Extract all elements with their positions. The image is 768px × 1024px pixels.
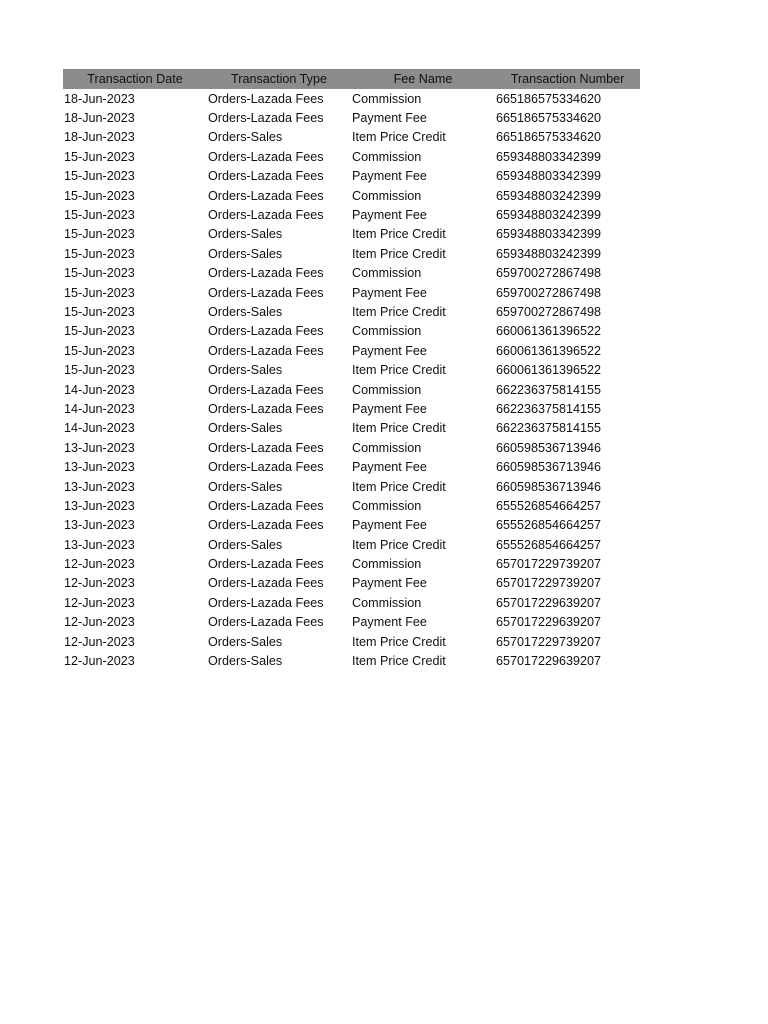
table-row <box>63 535 640 554</box>
transaction-date-cell: 12-Jun-2023 <box>64 576 135 591</box>
fee-name-cell: Commission <box>352 91 422 106</box>
transaction-date-cell: 18-Jun-2023 <box>64 91 135 106</box>
transaction-type-cell: Orders-Lazada Fees <box>208 401 324 416</box>
transaction-date-cell: 15-Jun-2023 <box>64 266 135 281</box>
table-row <box>63 516 640 535</box>
fee-name-cell: Payment Fee <box>352 401 427 416</box>
transaction-number-cell: 662236375814155 <box>496 401 602 416</box>
transaction-type-cell: Orders-Sales <box>208 654 283 669</box>
fee-name-cell: Commission <box>352 266 422 281</box>
transaction-type-cell: Orders-Lazada Fees <box>208 460 324 475</box>
transaction-type-cell: Orders-Sales <box>208 421 283 436</box>
fee-name-cell: Payment Fee <box>352 169 427 184</box>
fee-name-cell: Item Price Credit <box>352 304 446 319</box>
transaction-type-cell: Orders-Lazada Fees <box>208 285 324 300</box>
fee-name-cell: Item Price Credit <box>352 130 446 145</box>
table-row <box>63 302 640 321</box>
transaction-date-cell: 15-Jun-2023 <box>64 304 135 319</box>
table-row <box>63 322 640 341</box>
fee-name-cell: Payment Fee <box>352 460 427 475</box>
transaction-number-cell: 659348803242399 <box>496 188 602 203</box>
transaction-number-cell: 659348803342399 <box>496 169 602 184</box>
transaction-type-cell: Orders-Lazada Fees <box>208 440 324 455</box>
fee-name-cell: Item Price Credit <box>352 421 446 436</box>
transaction-date-cell: 15-Jun-2023 <box>64 246 135 261</box>
table-row <box>63 496 640 515</box>
transaction-date-cell: 15-Jun-2023 <box>64 188 135 203</box>
transaction-number-cell: 660598536713946 <box>496 479 602 494</box>
transaction-number-cell: 665186575334620 <box>496 91 602 106</box>
transaction-type-cell: Orders-Lazada Fees <box>208 595 324 610</box>
transaction-date-cell: 13-Jun-2023 <box>64 537 135 552</box>
transaction-number-cell: 662236375814155 <box>496 382 602 397</box>
table-row <box>63 380 640 399</box>
header-transaction-date: Transaction Date <box>87 72 183 86</box>
transaction-type-cell: Orders-Sales <box>208 537 283 552</box>
transaction-number-cell: 657017229739207 <box>496 634 602 649</box>
transaction-date-cell: 15-Jun-2023 <box>64 149 135 164</box>
table-row <box>63 167 640 186</box>
table-row <box>63 632 640 651</box>
table-row <box>63 147 640 166</box>
transaction-type-cell: Orders-Lazada Fees <box>208 615 324 630</box>
transaction-type-cell: Orders-Lazada Fees <box>208 518 324 533</box>
fee-name-cell: Item Price Credit <box>352 363 446 378</box>
fee-name-cell: Commission <box>352 595 422 610</box>
transaction-number-cell: 665186575334620 <box>496 111 602 126</box>
transaction-type-cell: Orders-Sales <box>208 227 283 242</box>
transaction-number-cell: 657017229739207 <box>496 557 602 572</box>
table-row <box>63 225 640 244</box>
table-row <box>63 128 640 147</box>
table-row <box>63 554 640 573</box>
transaction-type-cell: Orders-Lazada Fees <box>208 188 324 203</box>
table-row <box>63 360 640 379</box>
transaction-type-cell: Orders-Lazada Fees <box>208 266 324 281</box>
transaction-date-cell: 15-Jun-2023 <box>64 169 135 184</box>
table-row <box>63 651 640 670</box>
table-row <box>63 205 640 224</box>
table-row <box>63 419 640 438</box>
transaction-date-cell: 13-Jun-2023 <box>64 518 135 533</box>
transaction-number-cell: 662236375814155 <box>496 421 602 436</box>
fee-name-cell: Item Price Credit <box>352 246 446 261</box>
transaction-type-cell: Orders-Sales <box>208 634 283 649</box>
table-body <box>63 89 640 671</box>
transaction-date-cell: 12-Jun-2023 <box>64 615 135 630</box>
transaction-date-cell: 15-Jun-2023 <box>64 324 135 339</box>
table-row <box>63 89 640 108</box>
transaction-date-cell: 14-Jun-2023 <box>64 421 135 436</box>
transaction-number-cell: 660598536713946 <box>496 460 602 475</box>
fee-name-cell: Payment Fee <box>352 343 427 358</box>
transaction-type-cell: Orders-Sales <box>208 479 283 494</box>
transaction-type-cell: Orders-Sales <box>208 130 283 145</box>
fee-name-cell: Commission <box>352 188 422 203</box>
fee-name-cell: Payment Fee <box>352 518 427 533</box>
transaction-type-cell: Orders-Lazada Fees <box>208 324 324 339</box>
transaction-number-cell: 657017229639207 <box>496 615 602 630</box>
transaction-type-cell: Orders-Lazada Fees <box>208 169 324 184</box>
transaction-number-cell: 655526854664257 <box>496 498 602 513</box>
transaction-date-cell: 15-Jun-2023 <box>64 285 135 300</box>
table-row <box>63 613 640 632</box>
transaction-number-cell: 659348803242399 <box>496 246 602 261</box>
transaction-number-cell: 655526854664257 <box>496 537 602 552</box>
transaction-date-cell: 12-Jun-2023 <box>64 595 135 610</box>
transaction-date-cell: 14-Jun-2023 <box>64 382 135 397</box>
transaction-type-cell: Orders-Lazada Fees <box>208 576 324 591</box>
transaction-type-cell: Orders-Lazada Fees <box>208 498 324 513</box>
transaction-date-cell: 15-Jun-2023 <box>64 343 135 358</box>
transaction-date-cell: 13-Jun-2023 <box>64 440 135 455</box>
transaction-number-cell: 659348803242399 <box>496 208 602 223</box>
transaction-number-cell: 657017229639207 <box>496 595 602 610</box>
table-row <box>63 574 640 593</box>
header-transaction-type: Transaction Type <box>231 72 327 86</box>
transaction-type-cell: Orders-Sales <box>208 304 283 319</box>
transaction-number-cell: 657017229639207 <box>496 654 602 669</box>
transaction-number-cell: 659700272867498 <box>496 304 602 319</box>
transaction-date-cell: 15-Jun-2023 <box>64 363 135 378</box>
transaction-date-cell: 18-Jun-2023 <box>64 111 135 126</box>
table-row <box>63 244 640 263</box>
fee-name-cell: Payment Fee <box>352 111 427 126</box>
fee-name-cell: Payment Fee <box>352 285 427 300</box>
transaction-number-cell: 660061361396522 <box>496 343 602 358</box>
table-header-row <box>63 69 640 89</box>
transaction-date-cell: 13-Jun-2023 <box>64 498 135 513</box>
fee-name-cell: Payment Fee <box>352 576 427 591</box>
fee-name-cell: Payment Fee <box>352 208 427 223</box>
table-row <box>63 457 640 476</box>
fee-name-cell: Commission <box>352 324 422 339</box>
fee-name-cell: Item Price Credit <box>352 479 446 494</box>
header-transaction-number: Transaction Number <box>510 72 625 86</box>
transaction-date-cell: 14-Jun-2023 <box>64 401 135 416</box>
table-row <box>63 186 640 205</box>
table-row <box>63 438 640 457</box>
transaction-number-cell: 657017229739207 <box>496 576 602 591</box>
transaction-type-cell: Orders-Lazada Fees <box>208 149 324 164</box>
transaction-number-cell: 660061361396522 <box>496 363 602 378</box>
transaction-date-cell: 12-Jun-2023 <box>64 654 135 669</box>
fee-name-cell: Item Price Credit <box>352 227 446 242</box>
transaction-number-cell: 660598536713946 <box>496 440 602 455</box>
table-row <box>63 477 640 496</box>
transaction-number-cell: 655526854664257 <box>496 518 602 533</box>
transaction-type-cell: Orders-Lazada Fees <box>208 91 324 106</box>
transaction-number-cell: 659348803342399 <box>496 149 602 164</box>
table-row <box>63 264 640 283</box>
fee-name-cell: Commission <box>352 557 422 572</box>
fee-name-cell: Payment Fee <box>352 615 427 630</box>
table-row <box>63 108 640 127</box>
transaction-date-cell: 18-Jun-2023 <box>64 130 135 145</box>
transaction-type-cell: Orders-Lazada Fees <box>208 382 324 397</box>
table-row <box>63 283 640 302</box>
transaction-date-cell: 13-Jun-2023 <box>64 479 135 494</box>
transaction-type-cell: Orders-Sales <box>208 246 283 261</box>
transaction-number-cell: 665186575334620 <box>496 130 602 145</box>
transaction-type-cell: Orders-Lazada Fees <box>208 111 324 126</box>
transaction-date-cell: 15-Jun-2023 <box>64 208 135 223</box>
table-row <box>63 593 640 612</box>
fee-name-cell: Item Price Credit <box>352 537 446 552</box>
transaction-type-cell: Orders-Lazada Fees <box>208 208 324 223</box>
transaction-date-cell: 13-Jun-2023 <box>64 460 135 475</box>
table-row <box>63 399 640 418</box>
fee-name-cell: Commission <box>352 440 422 455</box>
transaction-type-cell: Orders-Sales <box>208 363 283 378</box>
transaction-type-cell: Orders-Lazada Fees <box>208 557 324 572</box>
transaction-date-cell: 12-Jun-2023 <box>64 634 135 649</box>
fee-name-cell: Commission <box>352 498 422 513</box>
transaction-number-cell: 659348803342399 <box>496 227 602 242</box>
transaction-number-cell: 660061361396522 <box>496 324 602 339</box>
transaction-date-cell: 15-Jun-2023 <box>64 227 135 242</box>
transaction-date-cell: 12-Jun-2023 <box>64 557 135 572</box>
transaction-type-cell: Orders-Lazada Fees <box>208 343 324 358</box>
fee-name-cell: Item Price Credit <box>352 634 446 649</box>
transaction-number-cell: 659700272867498 <box>496 285 602 300</box>
fee-name-cell: Commission <box>352 382 422 397</box>
transaction-number-cell: 659700272867498 <box>496 266 602 281</box>
header-fee-name: Fee Name <box>393 72 453 86</box>
table-row <box>63 341 640 360</box>
fee-name-cell: Commission <box>352 149 422 164</box>
fee-name-cell: Item Price Credit <box>352 654 446 669</box>
transactions-table <box>63 69 640 671</box>
